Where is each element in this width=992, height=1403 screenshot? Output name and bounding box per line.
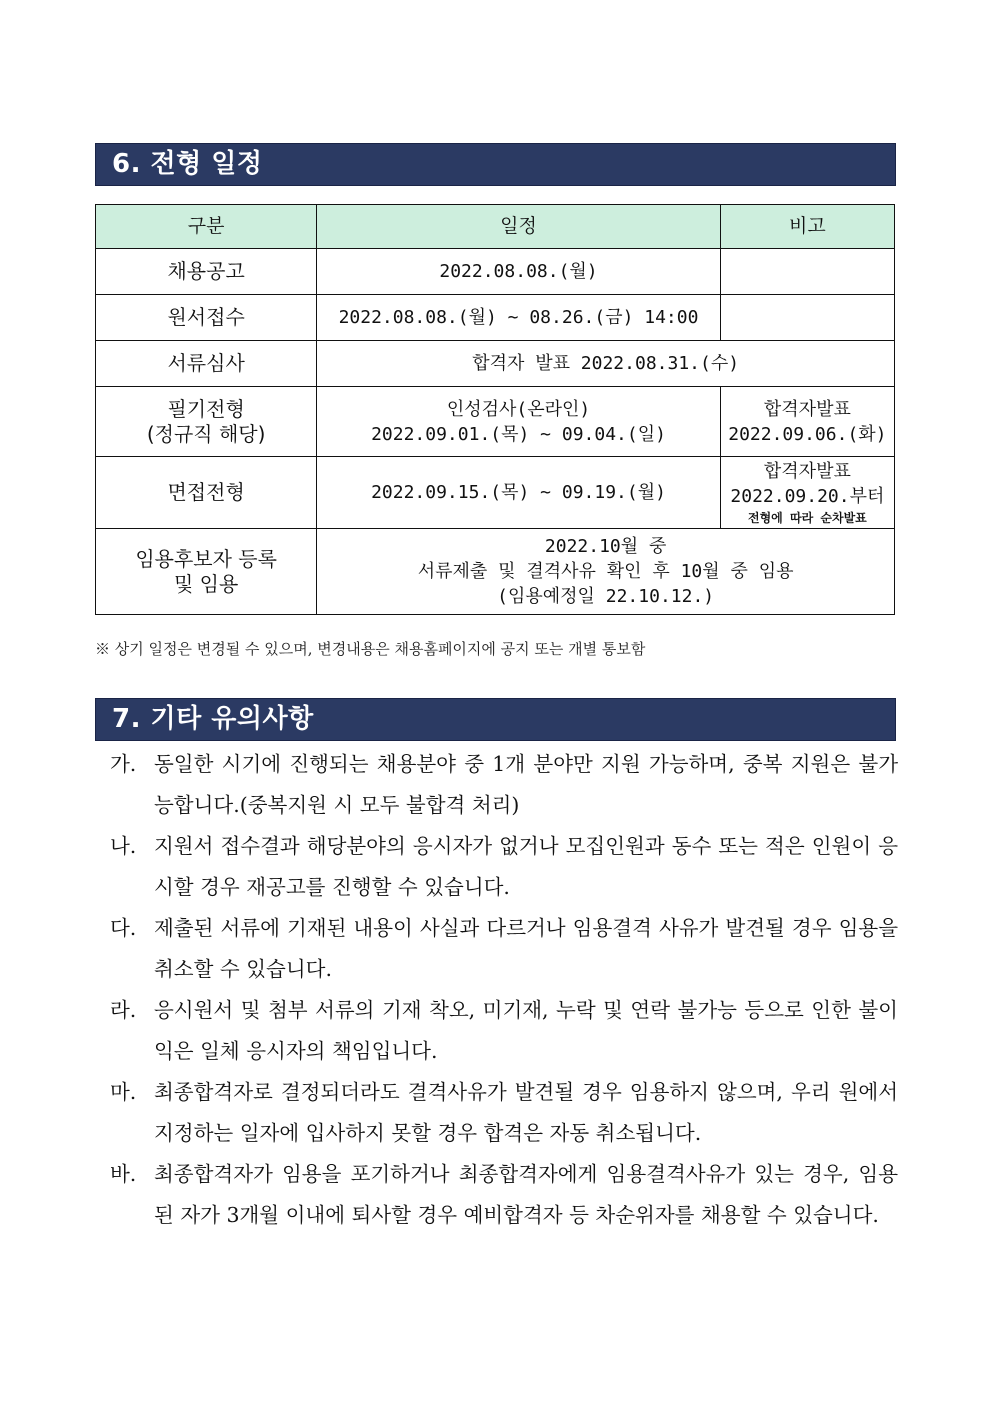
remark-line: 합격자발표 bbox=[763, 398, 851, 420]
item-text: 동일한 시기에 진행되는 채용분야 중 1개 분야만 지원 가능하며, 중복 지원은 불가능합니다.(중복지원 시 모두 불합격 처리) bbox=[154, 752, 898, 817]
item-marker: 가. bbox=[110, 752, 137, 776]
section-6-header bbox=[95, 143, 896, 186]
stage-cell bbox=[96, 529, 317, 615]
stage-line: 및 임용 bbox=[173, 571, 239, 596]
item-marker: 라. bbox=[110, 998, 137, 1022]
remark-cell bbox=[720, 249, 894, 295]
remark-cell bbox=[720, 295, 894, 341]
stage-cell: 채용공고 bbox=[96, 249, 317, 295]
table-row bbox=[96, 529, 895, 615]
header-category: 구분 bbox=[96, 205, 317, 249]
schedule-table bbox=[95, 204, 895, 615]
remark-small-note: 전형에 따라 순차발표 bbox=[747, 510, 867, 525]
stage-cell: 면접전형 bbox=[96, 457, 317, 529]
schedule-line: 2022.09.01.(목) ~ 09.04.(일) bbox=[371, 423, 666, 445]
schedule-line: 인성검사(온라인) bbox=[446, 398, 591, 420]
remark-line: 2022.09.06.(화) bbox=[728, 423, 887, 445]
table-header-row bbox=[96, 205, 895, 249]
stage-line: 필기전형 bbox=[167, 396, 245, 421]
stage-line: 임용후보자 등록 bbox=[135, 546, 277, 571]
schedule-line: (임용예정일 22.10.12.) bbox=[497, 586, 715, 607]
item-marker: 다. bbox=[110, 916, 137, 940]
section-7-title: 7. 기타 유의사항 bbox=[112, 704, 314, 734]
schedule-line: 서류제출 및 결격사유 확인 후 10월 중 임용 bbox=[417, 561, 794, 582]
schedule-cell: 합격자 발표 2022.08.31.(수) bbox=[317, 341, 895, 387]
section-6-title: 6. 전형 일정 bbox=[112, 149, 263, 179]
table-row bbox=[96, 341, 895, 387]
stage-cell: 서류심사 bbox=[96, 341, 317, 387]
item-text: 지원서 접수결과 해당분야의 응시자가 없거나 모집인원과 동수 또는 적은 인원이 응시할 경우 재공고를 진행할 수 있습니다. bbox=[154, 834, 898, 899]
item-text: 최종합격자가 임용을 포기하거나 최종합격자에게 임용결격사유가 있는 경우, 임용된 자가 3개월 이내에 퇴사할 경우 예비합격자 등 차순위자를 채용할 수 있습니다. bbox=[154, 1162, 898, 1227]
schedule-footnote: ※ 상기 일정은 변경될 수 있으며, 변경내용은 채용홈페이지에 공지 또는 개별 통보함 bbox=[95, 640, 646, 658]
schedule-line: 2022.10월 중 bbox=[544, 536, 667, 557]
table-row bbox=[96, 249, 895, 295]
list-item bbox=[110, 990, 898, 1072]
remark-cell bbox=[720, 457, 894, 529]
header-schedule: 일정 bbox=[317, 205, 721, 249]
table-row bbox=[96, 387, 895, 457]
schedule-cell: 2022.09.15.(목) ~ 09.19.(월) bbox=[317, 457, 721, 529]
table-row bbox=[96, 295, 895, 341]
stage-cell: 원서접수 bbox=[96, 295, 317, 341]
list-item bbox=[110, 826, 898, 908]
section-7-header bbox=[95, 698, 896, 741]
stage-cell bbox=[96, 387, 317, 457]
list-item bbox=[110, 744, 898, 826]
header-remark: 비고 bbox=[720, 205, 894, 249]
item-text: 최종합격자로 결정되더라도 결격사유가 발견될 경우 임용하지 않으며, 우리 원에서 지정하는 일자에 입사하지 못할 경우 합격은 자동 취소됩니다. bbox=[154, 1080, 898, 1145]
schedule-cell: 2022.08.08.(월) ~ 08.26.(금) 14:00 bbox=[317, 295, 721, 341]
remark-line: 합격자발표 bbox=[763, 460, 851, 482]
schedule-cell: 2022.08.08.(월) bbox=[317, 249, 721, 295]
list-item bbox=[110, 1154, 898, 1236]
remark-line: 2022.09.20.부터 bbox=[730, 485, 885, 507]
schedule-cell bbox=[317, 529, 895, 615]
remark-cell bbox=[720, 387, 894, 457]
item-marker: 나. bbox=[110, 834, 137, 858]
table-row bbox=[96, 457, 895, 529]
item-marker: 마. bbox=[110, 1080, 137, 1104]
stage-line: (정규직 해당) bbox=[146, 421, 266, 446]
item-marker: 바. bbox=[110, 1162, 137, 1186]
list-item bbox=[110, 908, 898, 990]
notes-list bbox=[110, 744, 898, 1236]
item-text: 제출된 서류에 기재된 내용이 사실과 다르거나 임용결격 사유가 발견될 경우 임용을 취소할 수 있습니다. bbox=[154, 916, 898, 981]
list-item bbox=[110, 1072, 898, 1154]
item-text: 응시원서 및 첨부 서류의 기재 착오, 미기재, 누락 및 연락 불가능 등으로 인한 불이익은 일체 응시자의 책임입니다. bbox=[154, 998, 898, 1063]
schedule-cell bbox=[317, 387, 721, 457]
